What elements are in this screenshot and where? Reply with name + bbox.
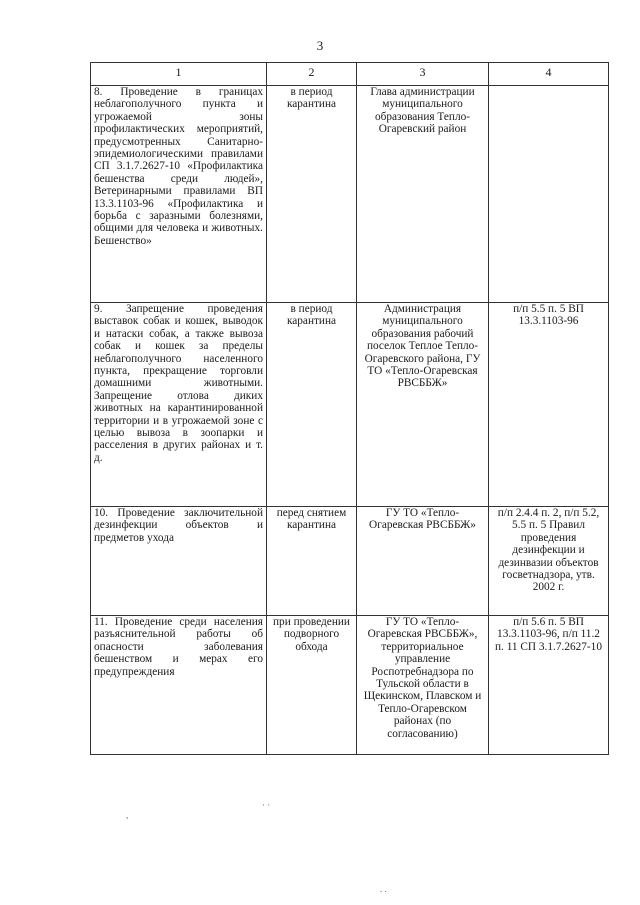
header-col-2: 2 (267, 63, 357, 86)
responsible-cell: Глава администрации муниципального образования Тепло-Огаревский район (357, 86, 489, 303)
table-row (91, 507, 609, 616)
responsible-cell: Администрация муниципального образования рабочий поселок Теплое Тепло-Огаревского района, ГУ ТО «Тепло-Огаревская РВСББЖ» (357, 303, 489, 507)
timing-cell: в период карантина (267, 303, 357, 507)
basis-cell: п/п 5.5 п. 5 ВП 13.3.1103-96 (489, 303, 609, 507)
basis-cell: п/п 2.4.4 п. 2, п/п 5.2, 5.5 п. 5 Правил проведения дезинфекции и дезинвазии объектов госветнадзора, утв. 2002 г. (489, 507, 609, 616)
header-col-3: 3 (357, 63, 489, 86)
basis-cell (489, 86, 609, 303)
timing-cell: в период карантина (267, 86, 357, 303)
table-row (91, 616, 609, 755)
header-col-1: 1 (91, 63, 267, 86)
responsible-cell: ГУ ТО «Тепло-Огаревская РВСББЖ» (357, 507, 489, 616)
measure-cell: 8. Проведение в границах неблагополучного пункта и угрожаемой зоны профилактических мероприятий, предусмотренных Санитарно-эпидемиологическими правилами СП 3.1.7.2627-10 «Профилактика бешенства среди людей», Ветеринарными правилами ВП 13.3.1103-96 «Профилактика и борьба с заразными болезнями, общими для человека и животных. Бешенство» (91, 86, 267, 303)
scan-speck: · · (262, 800, 271, 810)
responsible-cell: ГУ ТО «Тепло-Огаревская РВСББЖ», территориальное управление Роспотребнадзора по Тульской области в Щекинском, Плавском и Тепло-Огаревском районах (по согласованию) (357, 616, 489, 755)
measures-table (90, 62, 609, 755)
scan-speck: , (126, 810, 129, 820)
table-row (91, 86, 609, 303)
measure-cell: 10. Проведение заключительной дезинфекции объектов и предметов ухода (91, 507, 267, 616)
measure-cell: 9. Запрещение проведения выставок собак и кошек, выводок и натаски собак, а также вывоза собак и кошек за пределы неблагополучного населенного пункта, прекращение торговли домашними животными. Запрещение отлова диких животных на карантинированной территории и в угрожаемой зоне с целью вывоза в зоопарки и расселения в других районах и т. д. (91, 303, 267, 507)
basis-cell: п/п 5.6 п. 5 ВП 13.3.1103-96, п/п 11.2 п. 11 СП 3.1.7.2627-10 (489, 616, 609, 755)
timing-cell: при проведении подворного обхода (267, 616, 357, 755)
table-row (91, 303, 609, 507)
page-number: 3 (316, 38, 324, 53)
measure-cell: 11. Проведение среди населения разъяснительной работы об опасности заболевания бешенством и мерах его предупреждения (91, 616, 267, 755)
timing-cell: перед снятием карантина (267, 507, 357, 616)
header-row (91, 63, 609, 86)
header-col-4: 4 (489, 63, 609, 86)
scan-speck: . . (380, 884, 387, 894)
